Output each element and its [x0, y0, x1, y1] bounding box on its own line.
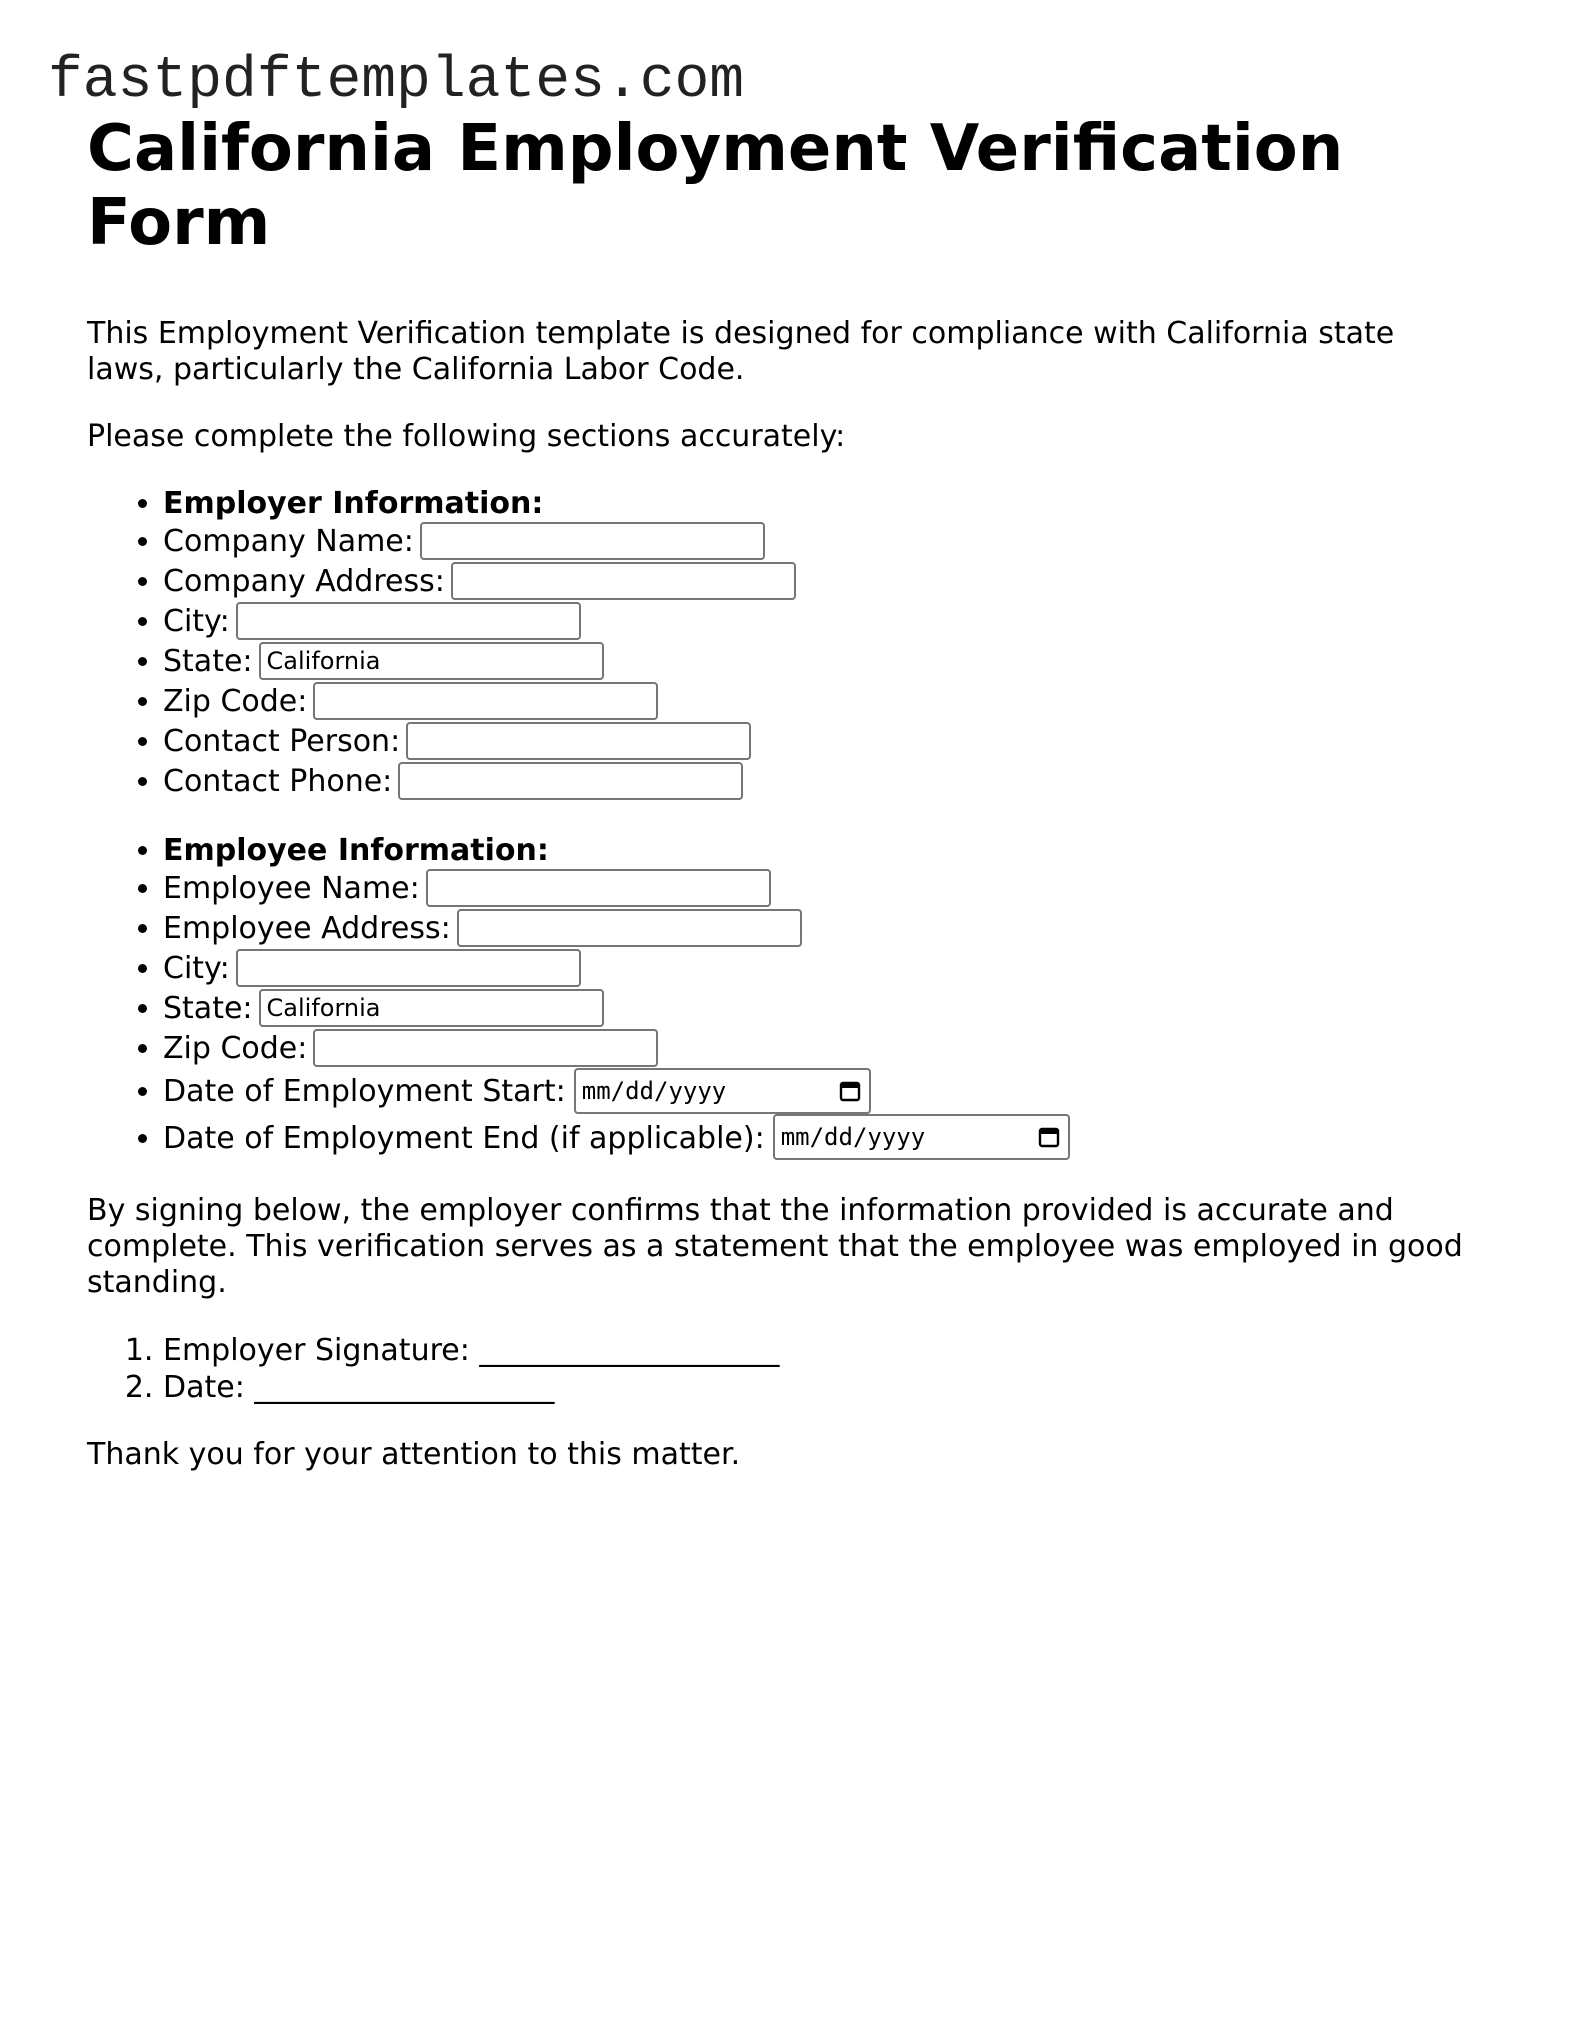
contact-phone-item	[163, 762, 1487, 802]
employee-city-field[interactable]	[236, 949, 581, 987]
employer-signature-line: 1. Employer Signature: ____________________	[163, 1332, 1487, 1369]
calendar-icon[interactable]	[839, 1080, 861, 1102]
employer-zip-field[interactable]	[313, 682, 658, 720]
employee-state-item	[163, 989, 1487, 1029]
employment-start-item	[163, 1069, 1487, 1116]
employer-section	[87, 486, 1487, 802]
calendar-icon[interactable]	[1038, 1126, 1060, 1148]
intro-paragraph: This Employment Verification template is designed for compliance with California state laws, particularly the California Labor Code.	[87, 316, 1395, 387]
employee-state-field[interactable]: California	[259, 989, 604, 1027]
employer-city-label: City:	[163, 604, 230, 639]
company-address-field[interactable]	[451, 562, 796, 600]
employee-section	[87, 833, 1487, 1162]
employment-start-date-input[interactable]	[574, 1068, 871, 1114]
employer-city-field[interactable]	[236, 602, 581, 640]
employer-state-item	[163, 642, 1487, 682]
form-document	[87, 112, 1487, 1473]
instruction-paragraph: Please complete the following sections accurately:	[87, 419, 846, 454]
page-title: California Employment Verification Form	[87, 112, 1344, 260]
employment-start-placeholder: mm/dd/yyyy	[581, 1076, 727, 1105]
employee-zip-field[interactable]	[313, 1029, 658, 1067]
employee-address-field[interactable]	[457, 909, 802, 947]
contact-person-item	[163, 722, 1487, 762]
contact-phone-label: Contact Phone:	[163, 764, 393, 799]
contact-person-label: Contact Person:	[163, 724, 401, 759]
signature-list	[87, 1332, 1487, 1406]
employee-name-label: Employee Name:	[163, 871, 420, 906]
contact-person-field[interactable]	[406, 722, 751, 760]
employee-name-item	[163, 869, 1487, 909]
employer-heading: • Employer Information:	[163, 486, 1487, 522]
employer-state-label: State:	[163, 644, 253, 679]
employee-name-field[interactable]	[426, 869, 771, 907]
employee-address-item	[163, 909, 1487, 949]
employment-end-placeholder: mm/dd/yyyy	[780, 1123, 926, 1151]
signature-date-line: 2. Date: ____________________	[163, 1369, 1487, 1406]
company-name-label: Company Name:	[163, 524, 414, 559]
employer-city-item	[163, 602, 1487, 642]
watermark: fastpdftemplates.com	[48, 49, 745, 114]
employee-city-label: City:	[163, 951, 230, 986]
employer-zip-label: Zip Code:	[163, 684, 308, 719]
contact-phone-field[interactable]	[398, 762, 743, 800]
company-name-field[interactable]	[420, 522, 765, 560]
thanks-paragraph: Thank you for your attention to this matter.	[87, 1437, 741, 1472]
employment-start-label: Date of Employment Start:	[163, 1074, 566, 1109]
employee-heading: • Employee Information:	[163, 833, 1487, 869]
employment-end-date-input[interactable]	[773, 1114, 1070, 1160]
employee-city-item	[163, 949, 1487, 989]
employment-end-label: Date of Employment End (if applicable):	[163, 1120, 765, 1156]
company-name-item	[163, 522, 1487, 562]
employee-zip-label: Zip Code:	[163, 1031, 308, 1066]
employee-zip-item	[163, 1029, 1487, 1069]
employer-zip-item	[163, 682, 1487, 722]
company-address-label: Company Address:	[163, 564, 445, 599]
employer-state-field[interactable]: California	[259, 642, 604, 680]
closing-paragraph: By signing below, the employer confirms that the information provided is accurate and complete. This verification serves as a statement that the employee was employed in good standing.	[87, 1193, 1463, 1300]
employee-state-label: State:	[163, 991, 253, 1026]
company-address-item	[163, 562, 1487, 602]
employment-end-item	[163, 1116, 1487, 1163]
employee-address-label: Employee Address:	[163, 911, 451, 946]
